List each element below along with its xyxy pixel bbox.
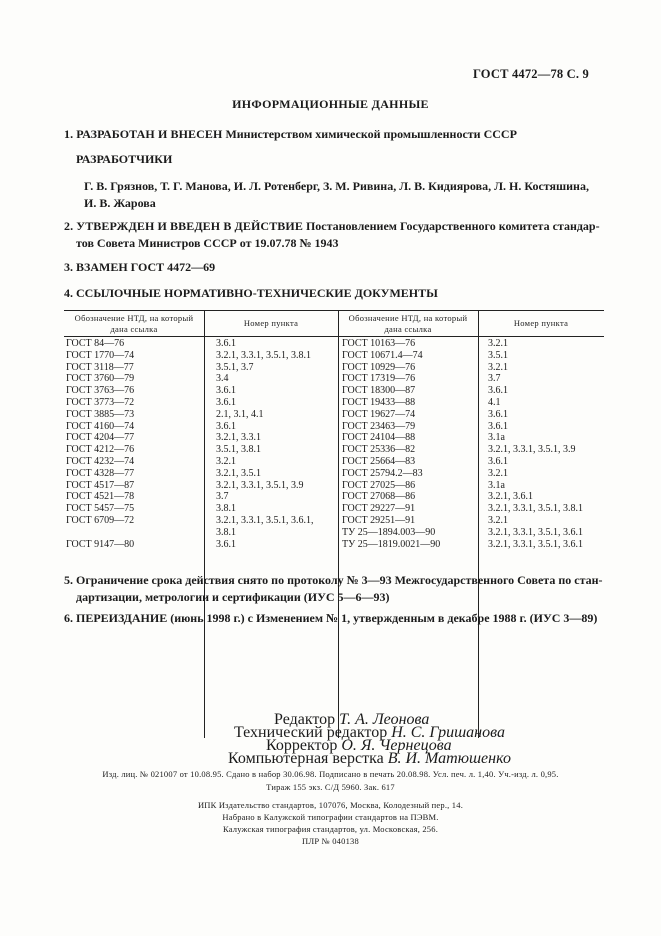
table-cell-item: 3.6.1 bbox=[488, 455, 508, 467]
table-cell-doc: ГОСТ 4204—77 bbox=[66, 432, 135, 444]
imprint-line-6: ПЛР № 040138 bbox=[302, 836, 359, 846]
table-cell-doc: ГОСТ 6709—72 bbox=[66, 514, 135, 526]
left-docs-column bbox=[66, 338, 134, 550]
table-divider-1 bbox=[204, 310, 205, 738]
table-divider-2 bbox=[338, 310, 339, 738]
table-cell-item: 3.2.1, 3.3.1, 3.5.1, 3.9 bbox=[488, 444, 576, 456]
table-cell-item: 3.2.1 bbox=[488, 361, 508, 373]
imprint-line-2: Тираж 155 экз. С/Д 5960. Зак. 617 bbox=[266, 782, 395, 792]
table-cell-doc: ГОСТ 84—76 bbox=[66, 338, 125, 349]
section-2-text: Постановлением Государственного комитета стандар- bbox=[302, 219, 600, 233]
table-cell-doc: ГОСТ 4160—74 bbox=[66, 420, 135, 432]
table-cell-doc: ГОСТ 29227—91 bbox=[342, 503, 416, 515]
table-cell-doc: ГОСТ 10671.4—74 bbox=[342, 349, 423, 361]
imprint-line-5: Калужская типография стандартов, ул. Московская, 256. bbox=[222, 824, 439, 834]
table-cell-doc: ТУ 25—1894.003—90 bbox=[342, 526, 436, 538]
table-cell-doc: ГОСТ 25664—83 bbox=[342, 455, 416, 467]
table-cell-item: 3.6.1 bbox=[216, 385, 236, 397]
table-cell-item: 3.6.1 bbox=[216, 538, 236, 550]
table-cell-doc: ГОСТ 4328—77 bbox=[66, 467, 135, 479]
table-cell-doc: ТУ 25—1819.0021—90 bbox=[342, 538, 441, 550]
table-cell-item: 3.2.1 bbox=[216, 455, 236, 467]
table-cell-item: 4.1 bbox=[488, 396, 501, 408]
table-cell-item: 3.7 bbox=[488, 373, 501, 385]
table-cell-doc bbox=[66, 527, 134, 539]
table-cell-item: 3.2.1, 3.3.1 bbox=[216, 432, 261, 444]
table-cell-doc: ГОСТ 3118—77 bbox=[66, 361, 134, 373]
table-cell-doc: ГОСТ 3885—73 bbox=[66, 408, 135, 420]
credit-proofreader: Корректор О. Я. Чернецова bbox=[266, 737, 452, 754]
table-cell-item: 3.6.1 bbox=[216, 338, 236, 349]
right-items-column bbox=[488, 338, 583, 550]
table-cell-item: 3.6.1 bbox=[488, 385, 508, 397]
section-1-text: Министерством химической промышленности СССР bbox=[222, 127, 517, 141]
table-cell-doc: ГОСТ 4232—74 bbox=[66, 455, 135, 467]
section-4: 4. ССЫЛОЧНЫЕ НОРМАТИВНО-ТЕХНИЧЕСКИЕ ДОКУМЕНТЫ bbox=[64, 286, 438, 300]
section-2-label: 2. УТВЕРЖДЕН И ВВЕДЕН В ДЕЙСТВИЕ bbox=[64, 219, 303, 233]
section-5-line-1: 5. Ограничение срока действия снято по протоколу № 3—93 Межгосударственного Совета по стан- bbox=[64, 573, 603, 587]
table-cell-doc: ГОСТ 17319—76 bbox=[342, 373, 416, 385]
section-2-line-2: тов Совета Министров СССР от 19.07.78 № 1943 bbox=[76, 236, 339, 250]
table-cell-doc: ГОСТ 1770—74 bbox=[66, 349, 135, 361]
header-doc-left: Обозначение НТД, на который дана ссылка bbox=[74, 313, 194, 334]
table-cell-doc: ГОСТ 9147—80 bbox=[66, 538, 135, 550]
table-cell-item: 3.2.1 bbox=[488, 467, 508, 479]
table-cell-item: 3.2.1, 3.6.1 bbox=[488, 491, 533, 503]
table-cell-item: 3.6.1 bbox=[216, 396, 236, 408]
header-doc-right: Обозначение НТД, на который дана ссылка bbox=[348, 313, 468, 334]
table-cell-item: 3.2.1, 3.3.1, 3.5.1, 3.6.1 bbox=[488, 538, 583, 550]
section-2 bbox=[64, 218, 604, 252]
table-cell-item: 3.5.1, 3.7 bbox=[216, 361, 254, 373]
header-item-right: Номер пункта bbox=[513, 318, 569, 328]
section-1 bbox=[64, 126, 604, 143]
table-cell-doc: ГОСТ 3763—76 bbox=[66, 385, 135, 397]
credit-editor: Редактор Т. А. Леонова bbox=[274, 711, 430, 728]
imprint-line-4: Набрано в Калужской типографии стандартов на ПЭВМ. bbox=[222, 812, 439, 822]
section-5-line-2: дартизации, метрологии и сертификации (ИУС 5—6—93) bbox=[76, 590, 390, 604]
imprint-line-3: ИПК Издательство стандартов, 107076, Москва, Колодезный пер., 14. bbox=[197, 800, 464, 810]
table-cell-doc: ГОСТ 18300—87 bbox=[342, 385, 416, 397]
table-cell-doc: ГОСТ 4212—76 bbox=[66, 444, 135, 456]
table-cell-item: 3.8.1 bbox=[216, 503, 236, 515]
developers-label: РАЗРАБОТЧИКИ bbox=[76, 152, 173, 166]
table-header-border bbox=[64, 336, 604, 337]
developers-list bbox=[86, 178, 604, 212]
section-1-label: 1. РАЗРАБОТАН И ВНЕСЕН bbox=[64, 127, 223, 141]
table-cell-item: 3.8.1 bbox=[216, 526, 236, 538]
credit-layout: Компьютерная верстка В. И. Матюшенко bbox=[228, 750, 511, 767]
table-cell-doc: ГОСТ 25336—82 bbox=[342, 444, 416, 456]
table-cell-item: 3.6.1 bbox=[488, 420, 508, 432]
table-cell-doc: ГОСТ 3760—79 bbox=[66, 373, 135, 385]
table-cell-doc: ГОСТ 19627—74 bbox=[342, 408, 416, 420]
table-cell-item: 3.2.1, 3.3.1, 3.5.1, 3.6.1, bbox=[216, 514, 314, 526]
table-cell-doc: ГОСТ 27025—86 bbox=[342, 479, 416, 491]
table-cell-item: 3.2.1 bbox=[488, 514, 508, 526]
table-cell-item: 3.6.1 bbox=[488, 408, 508, 420]
table-cell-item: 3.2.1, 3.5.1 bbox=[216, 467, 261, 479]
table-top-border bbox=[64, 310, 604, 311]
table-cell-doc: ГОСТ 10163—76 bbox=[342, 338, 416, 349]
table-cell-doc: ГОСТ 24104—88 bbox=[342, 432, 416, 444]
table-cell-doc: ГОСТ 25794.2—83 bbox=[342, 467, 423, 479]
developers-line-2: И. В. Жарова bbox=[84, 196, 156, 210]
table-cell-item: 3.2.1, 3.3.1, 3.5.1, 3.9 bbox=[216, 479, 304, 491]
table-cell-doc: ГОСТ 27068—86 bbox=[342, 491, 416, 503]
table-cell-item: 3.2.1 bbox=[488, 338, 508, 349]
page-title: ИНФОРМАЦИОННЫЕ ДАННЫЕ bbox=[232, 97, 429, 111]
section-3: 3. ВЗАМЕН ГОСТ 4472—69 bbox=[64, 260, 216, 274]
table-divider-3 bbox=[478, 310, 479, 738]
table-cell-item: 2.1, 3.1, 4.1 bbox=[216, 408, 264, 420]
section-6: 6. ПЕРЕИЗДАНИЕ (июнь 1998 г.) с Изменением № 1, утвержденным в декабре 1988 г. (ИУС 3—89) bbox=[64, 611, 598, 625]
right-docs-column bbox=[342, 338, 440, 550]
developers-line-1: Г. В. Грязнов, Т. Г. Манова, И. Л. Ротенберг, З. М. Ривина, Л. В. Кидиярова, Л. Н. Костяшина, bbox=[84, 179, 589, 193]
table-cell-item: 3.7 bbox=[216, 491, 229, 503]
header-item-left: Номер пункта bbox=[243, 318, 299, 328]
table-cell-item: 3.6.1 bbox=[216, 420, 236, 432]
table-cell-item: 3.4 bbox=[216, 373, 229, 385]
table-cell-item: 3.5.1 bbox=[488, 349, 508, 361]
table-cell-item: 3.2.1, 3.3.1, 3.5.1, 3.8.1 bbox=[216, 349, 311, 361]
credit-tech-editor: Технический редактор Н. С. Гришанова bbox=[234, 724, 505, 741]
table-cell-doc: ГОСТ 10929—76 bbox=[342, 361, 416, 373]
table-cell-doc: ГОСТ 19433—88 bbox=[342, 396, 416, 408]
table-cell-item: 3.2.1, 3.3.1, 3.5.1, 3.6.1 bbox=[488, 526, 583, 538]
section-5 bbox=[64, 572, 604, 606]
table-cell-doc: ГОСТ 4521—78 bbox=[66, 491, 135, 503]
left-items-column bbox=[216, 338, 314, 550]
table-cell-item: 3.1а bbox=[488, 432, 505, 444]
reference-documents-table bbox=[64, 310, 604, 758]
table-cell-doc: ГОСТ 29251—91 bbox=[342, 514, 416, 526]
table-cell-doc: ГОСТ 23463—79 bbox=[342, 420, 416, 432]
table-cell-item: 3.5.1, 3.8.1 bbox=[216, 444, 261, 456]
table-cell-item: 3.2.1, 3.3.1, 3.5.1, 3.8.1 bbox=[488, 503, 583, 515]
table-cell-doc: ГОСТ 3773—72 bbox=[66, 396, 135, 408]
table-cell-doc: ГОСТ 4517—87 bbox=[66, 479, 135, 491]
page-header: ГОСТ 4472—78 С. 9 bbox=[472, 67, 589, 81]
imprint-line-1: Изд. лиц. № 021007 от 10.08.95. Сдано в набор 30.06.98. Подписано в печать 20.08.98. Усл. печ. л. 1,40. Уч.-изд. л. 0,95. bbox=[102, 769, 559, 779]
table-cell-item: 3.1а bbox=[488, 479, 505, 491]
table-cell-doc: ГОСТ 5457—75 bbox=[66, 503, 135, 515]
